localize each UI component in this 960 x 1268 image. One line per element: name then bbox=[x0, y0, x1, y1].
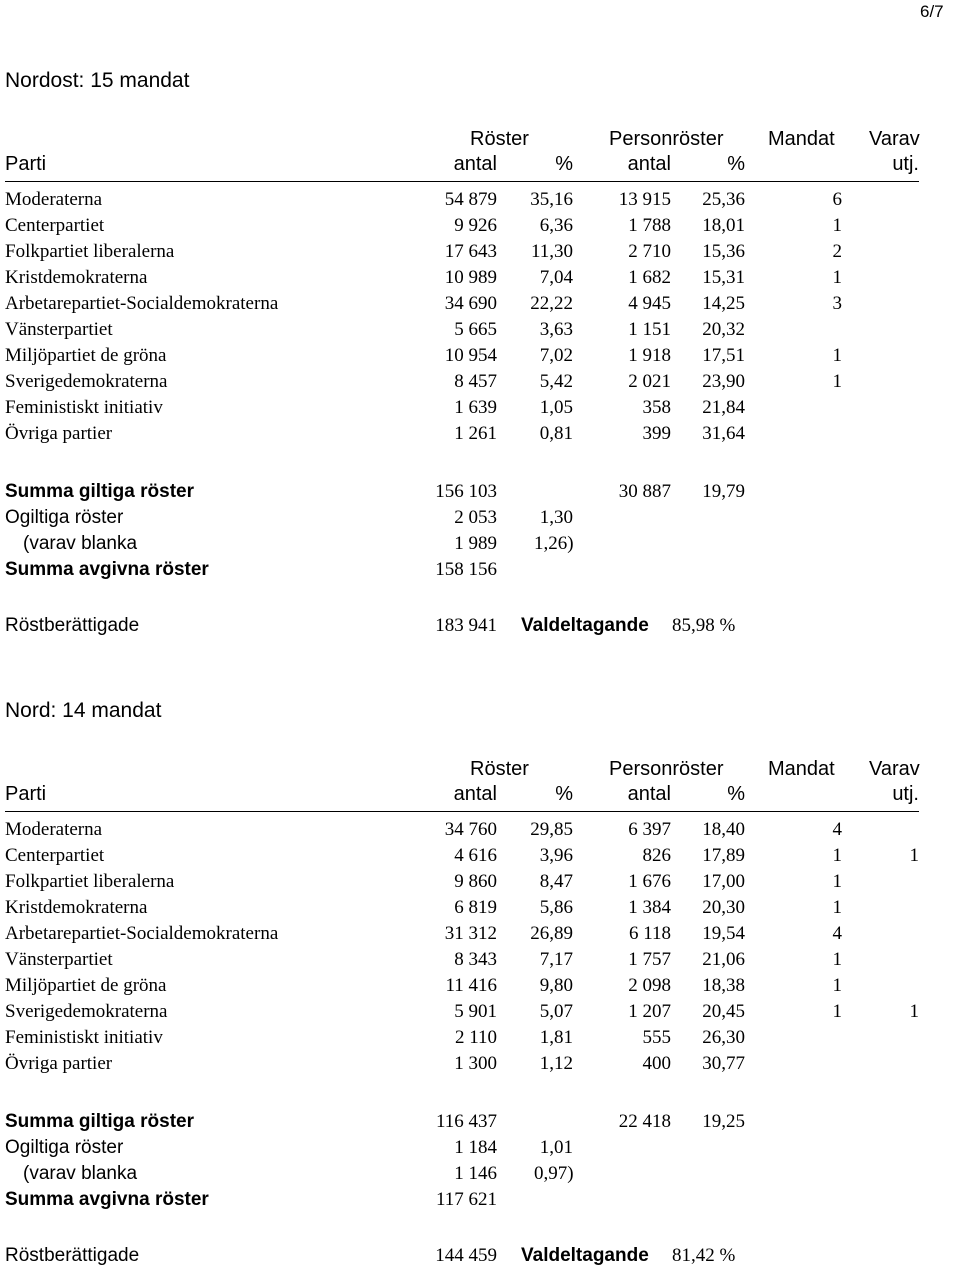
party-name: Moderaterna bbox=[5, 189, 103, 210]
party-name: Sverigedemokraterna bbox=[5, 371, 168, 392]
summa-giltiga-pers: 22 418 bbox=[618, 1111, 671, 1132]
votes-antal: 11 416 bbox=[445, 975, 497, 996]
votes-pct: 3,96 bbox=[539, 845, 573, 866]
votes-pct: 11,30 bbox=[530, 241, 573, 262]
mandat-count: 1 bbox=[832, 1001, 842, 1022]
header-roster: Röster bbox=[470, 758, 529, 780]
pers-pct: 26,30 bbox=[702, 1027, 745, 1048]
party-name: Sverigedemokraterna bbox=[5, 1001, 168, 1022]
header-parti: Parti bbox=[5, 153, 47, 175]
party-name: Övriga partier bbox=[5, 423, 113, 444]
votes-pct: 29,85 bbox=[530, 819, 573, 840]
pers-pct: 17,00 bbox=[702, 871, 745, 892]
votes-pct: 22,22 bbox=[530, 293, 573, 314]
votes-antal: 1 639 bbox=[454, 397, 497, 418]
mandat-count: 1 bbox=[832, 871, 842, 892]
mandat-count: 1 bbox=[832, 215, 842, 236]
blanka-value: 1 989 bbox=[454, 533, 497, 554]
summa-avgivna-label: Summa avgivna röster bbox=[5, 1189, 209, 1210]
pers-pct: 18,38 bbox=[702, 975, 745, 996]
votes-pct: 5,86 bbox=[539, 897, 573, 918]
valdeltagande-label: Valdeltagande bbox=[521, 615, 649, 636]
header-roster: Röster bbox=[470, 128, 529, 150]
pers-antal: 2 710 bbox=[628, 241, 671, 262]
party-name: Folkpartiet liberalerna bbox=[5, 871, 175, 892]
party-name: Centerpartiet bbox=[5, 215, 105, 236]
pers-antal: 358 bbox=[642, 397, 671, 418]
party-name: Feministiskt initiativ bbox=[5, 397, 163, 418]
pers-antal: 4 945 bbox=[628, 293, 671, 314]
votes-antal: 31 312 bbox=[444, 923, 497, 944]
ogiltiga-label: Ogiltiga röster bbox=[5, 1137, 124, 1158]
header-parti: Parti bbox=[5, 783, 47, 805]
rostberattigade-value: 183 941 bbox=[435, 615, 497, 636]
votes-antal: 1 261 bbox=[454, 423, 497, 444]
party-name: Vänsterpartiet bbox=[5, 949, 113, 970]
votes-antal: 8 343 bbox=[454, 949, 497, 970]
blanka-pct: 1,26) bbox=[534, 533, 574, 554]
pers-pct: 20,45 bbox=[702, 1001, 745, 1022]
section-title: Nord: 14 mandat bbox=[5, 699, 162, 722]
pers-pct: 25,36 bbox=[702, 189, 745, 210]
header-personroster: Personröster bbox=[609, 758, 724, 780]
utj-count: 1 bbox=[909, 1001, 919, 1022]
valdeltagande-value: 85,98 % bbox=[672, 615, 736, 636]
pers-antal: 2 021 bbox=[628, 371, 671, 392]
votes-pct: 1,12 bbox=[539, 1053, 573, 1074]
summa-giltiga-label: Summa giltiga röster bbox=[5, 481, 194, 502]
votes-pct: 3,63 bbox=[539, 319, 573, 340]
header-varav: Varav bbox=[869, 128, 920, 150]
party-name: Moderaterna bbox=[5, 819, 103, 840]
pers-antal: 826 bbox=[642, 845, 671, 866]
votes-pct: 8,47 bbox=[539, 871, 573, 892]
header-mandat: Mandat bbox=[768, 758, 835, 780]
pers-antal: 1 918 bbox=[628, 345, 671, 366]
mandat-count: 1 bbox=[832, 975, 842, 996]
pers-antal: 1 682 bbox=[628, 267, 671, 288]
party-name: Vänsterpartiet bbox=[5, 319, 113, 340]
party-name: Arbetarepartiet-Socialdemokraterna bbox=[5, 923, 279, 944]
mandat-count: 1 bbox=[832, 897, 842, 918]
party-name: Folkpartiet liberalerna bbox=[5, 241, 175, 262]
votes-pct: 1,05 bbox=[539, 397, 573, 418]
votes-pct: 6,36 bbox=[539, 215, 573, 236]
pers-pct: 21,84 bbox=[702, 397, 745, 418]
pers-antal: 1 151 bbox=[628, 319, 671, 340]
pers-pct: 14,25 bbox=[702, 293, 745, 314]
pers-pct: 20,30 bbox=[702, 897, 745, 918]
summa-giltiga-pers-pct: 19,25 bbox=[702, 1111, 745, 1132]
header-votes-pct: % bbox=[555, 153, 573, 175]
header-personroster: Personröster bbox=[609, 128, 724, 150]
pers-antal: 1 207 bbox=[628, 1001, 671, 1022]
summa-giltiga-value: 116 437 bbox=[435, 1111, 497, 1132]
pers-antal: 400 bbox=[642, 1053, 671, 1074]
mandat-count: 3 bbox=[832, 293, 842, 314]
rostberattigade-label: Röstberättigade bbox=[5, 615, 140, 636]
summa-avgivna-value: 117 621 bbox=[435, 1189, 497, 1210]
blanka-label: (varav blanka bbox=[23, 533, 138, 554]
pers-antal: 13 915 bbox=[618, 189, 671, 210]
rostberattigade-value: 144 459 bbox=[435, 1245, 497, 1266]
votes-pct: 0,81 bbox=[539, 423, 573, 444]
ogiltiga-value: 2 053 bbox=[454, 507, 497, 528]
votes-antal: 9 860 bbox=[454, 871, 497, 892]
mandat-count: 4 bbox=[832, 819, 842, 840]
summa-giltiga-value: 156 103 bbox=[435, 481, 497, 502]
header-pers-pct: % bbox=[727, 153, 745, 175]
votes-antal: 2 110 bbox=[454, 1027, 497, 1048]
votes-pct: 5,42 bbox=[539, 371, 573, 392]
valdeltagande-label: Valdeltagande bbox=[521, 1245, 649, 1266]
pers-pct: 18,40 bbox=[702, 819, 745, 840]
votes-pct: 5,07 bbox=[539, 1001, 573, 1022]
valdeltagande-value: 81,42 % bbox=[672, 1245, 736, 1266]
votes-antal: 34 690 bbox=[444, 293, 497, 314]
mandat-count: 1 bbox=[832, 345, 842, 366]
votes-pct: 1,81 bbox=[539, 1027, 573, 1048]
mandat-count: 1 bbox=[832, 267, 842, 288]
pers-antal: 1 757 bbox=[628, 949, 671, 970]
pers-pct: 17,89 bbox=[702, 845, 745, 866]
votes-antal: 34 760 bbox=[444, 819, 497, 840]
votes-pct: 35,16 bbox=[530, 189, 573, 210]
votes-antal: 8 457 bbox=[454, 371, 497, 392]
votes-antal: 54 879 bbox=[444, 189, 497, 210]
party-name: Centerpartiet bbox=[5, 845, 105, 866]
pers-pct: 23,90 bbox=[702, 371, 745, 392]
votes-pct: 7,04 bbox=[539, 267, 573, 288]
pers-pct: 19,54 bbox=[702, 923, 745, 944]
pers-antal: 399 bbox=[642, 423, 671, 444]
party-name: Övriga partier bbox=[5, 1053, 113, 1074]
header-rule bbox=[5, 811, 919, 812]
pers-pct: 17,51 bbox=[702, 345, 745, 366]
mandat-count: 1 bbox=[832, 371, 842, 392]
mandat-count: 1 bbox=[832, 949, 842, 970]
mandat-count: 4 bbox=[832, 923, 842, 944]
pers-antal: 1 788 bbox=[628, 215, 671, 236]
header-votes-antal: antal bbox=[453, 153, 497, 175]
ogiltiga-pct: 1,30 bbox=[539, 507, 573, 528]
header-votes-antal: antal bbox=[453, 783, 497, 805]
header-varav: Varav bbox=[869, 758, 920, 780]
summa-giltiga-pers: 30 887 bbox=[618, 481, 671, 502]
party-name: Miljöpartiet de gröna bbox=[5, 975, 167, 996]
pers-antal: 1 676 bbox=[628, 871, 671, 892]
pers-antal: 6 397 bbox=[628, 819, 671, 840]
pers-pct: 15,36 bbox=[702, 241, 745, 262]
header-votes-pct: % bbox=[555, 783, 573, 805]
party-name: Miljöpartiet de gröna bbox=[5, 345, 167, 366]
votes-pct: 9,80 bbox=[539, 975, 573, 996]
pers-antal: 6 118 bbox=[628, 923, 671, 944]
header-pers-antal: antal bbox=[627, 783, 671, 805]
header-pers-pct: % bbox=[727, 783, 745, 805]
summa-avgivna-value: 158 156 bbox=[435, 559, 497, 580]
votes-pct: 26,89 bbox=[530, 923, 573, 944]
header-pers-antal: antal bbox=[627, 153, 671, 175]
utj-count: 1 bbox=[909, 845, 919, 866]
pers-pct: 20,32 bbox=[702, 319, 745, 340]
pers-antal: 555 bbox=[642, 1027, 671, 1048]
header-rule bbox=[5, 181, 919, 182]
pers-pct: 15,31 bbox=[702, 267, 745, 288]
votes-antal: 6 819 bbox=[454, 897, 497, 918]
summa-giltiga-label: Summa giltiga röster bbox=[5, 1111, 194, 1132]
header-utj: utj. bbox=[892, 783, 919, 805]
votes-antal: 9 926 bbox=[454, 215, 497, 236]
votes-antal: 10 989 bbox=[444, 267, 497, 288]
mandat-count: 2 bbox=[832, 241, 842, 262]
votes-pct: 7,17 bbox=[539, 949, 573, 970]
pers-antal: 2 098 bbox=[628, 975, 671, 996]
pers-pct: 18,01 bbox=[702, 215, 745, 236]
ogiltiga-value: 1 184 bbox=[454, 1137, 497, 1158]
blanka-label: (varav blanka bbox=[23, 1163, 138, 1184]
pers-pct: 30,77 bbox=[702, 1053, 745, 1074]
blanka-pct: 0,97) bbox=[534, 1163, 574, 1184]
party-name: Arbetarepartiet-Socialdemokraterna bbox=[5, 293, 279, 314]
votes-antal: 4 616 bbox=[454, 845, 497, 866]
summa-avgivna-label: Summa avgivna röster bbox=[5, 559, 209, 580]
votes-antal: 10 954 bbox=[444, 345, 497, 366]
votes-antal: 17 643 bbox=[444, 241, 497, 262]
votes-antal: 5 665 bbox=[454, 319, 497, 340]
pers-pct: 21,06 bbox=[702, 949, 745, 970]
ogiltiga-pct: 1,01 bbox=[539, 1137, 573, 1158]
votes-antal: 1 300 bbox=[454, 1053, 497, 1074]
party-name: Kristdemokraterna bbox=[5, 897, 148, 918]
party-name: Kristdemokraterna bbox=[5, 267, 148, 288]
ogiltiga-label: Ogiltiga röster bbox=[5, 507, 124, 528]
mandat-count: 6 bbox=[832, 189, 842, 210]
summa-giltiga-pers-pct: 19,79 bbox=[702, 481, 745, 502]
header-utj: utj. bbox=[892, 153, 919, 175]
mandat-count: 1 bbox=[832, 845, 842, 866]
page-number: 6/7 bbox=[920, 2, 944, 21]
header-mandat: Mandat bbox=[768, 128, 835, 150]
pers-pct: 31,64 bbox=[702, 423, 745, 444]
blanka-value: 1 146 bbox=[454, 1163, 497, 1184]
votes-pct: 7,02 bbox=[539, 345, 573, 366]
section-title: Nordost: 15 mandat bbox=[5, 69, 190, 92]
votes-antal: 5 901 bbox=[454, 1001, 497, 1022]
party-name: Feministiskt initiativ bbox=[5, 1027, 163, 1048]
rostberattigade-label: Röstberättigade bbox=[5, 1245, 140, 1266]
pers-antal: 1 384 bbox=[628, 897, 671, 918]
